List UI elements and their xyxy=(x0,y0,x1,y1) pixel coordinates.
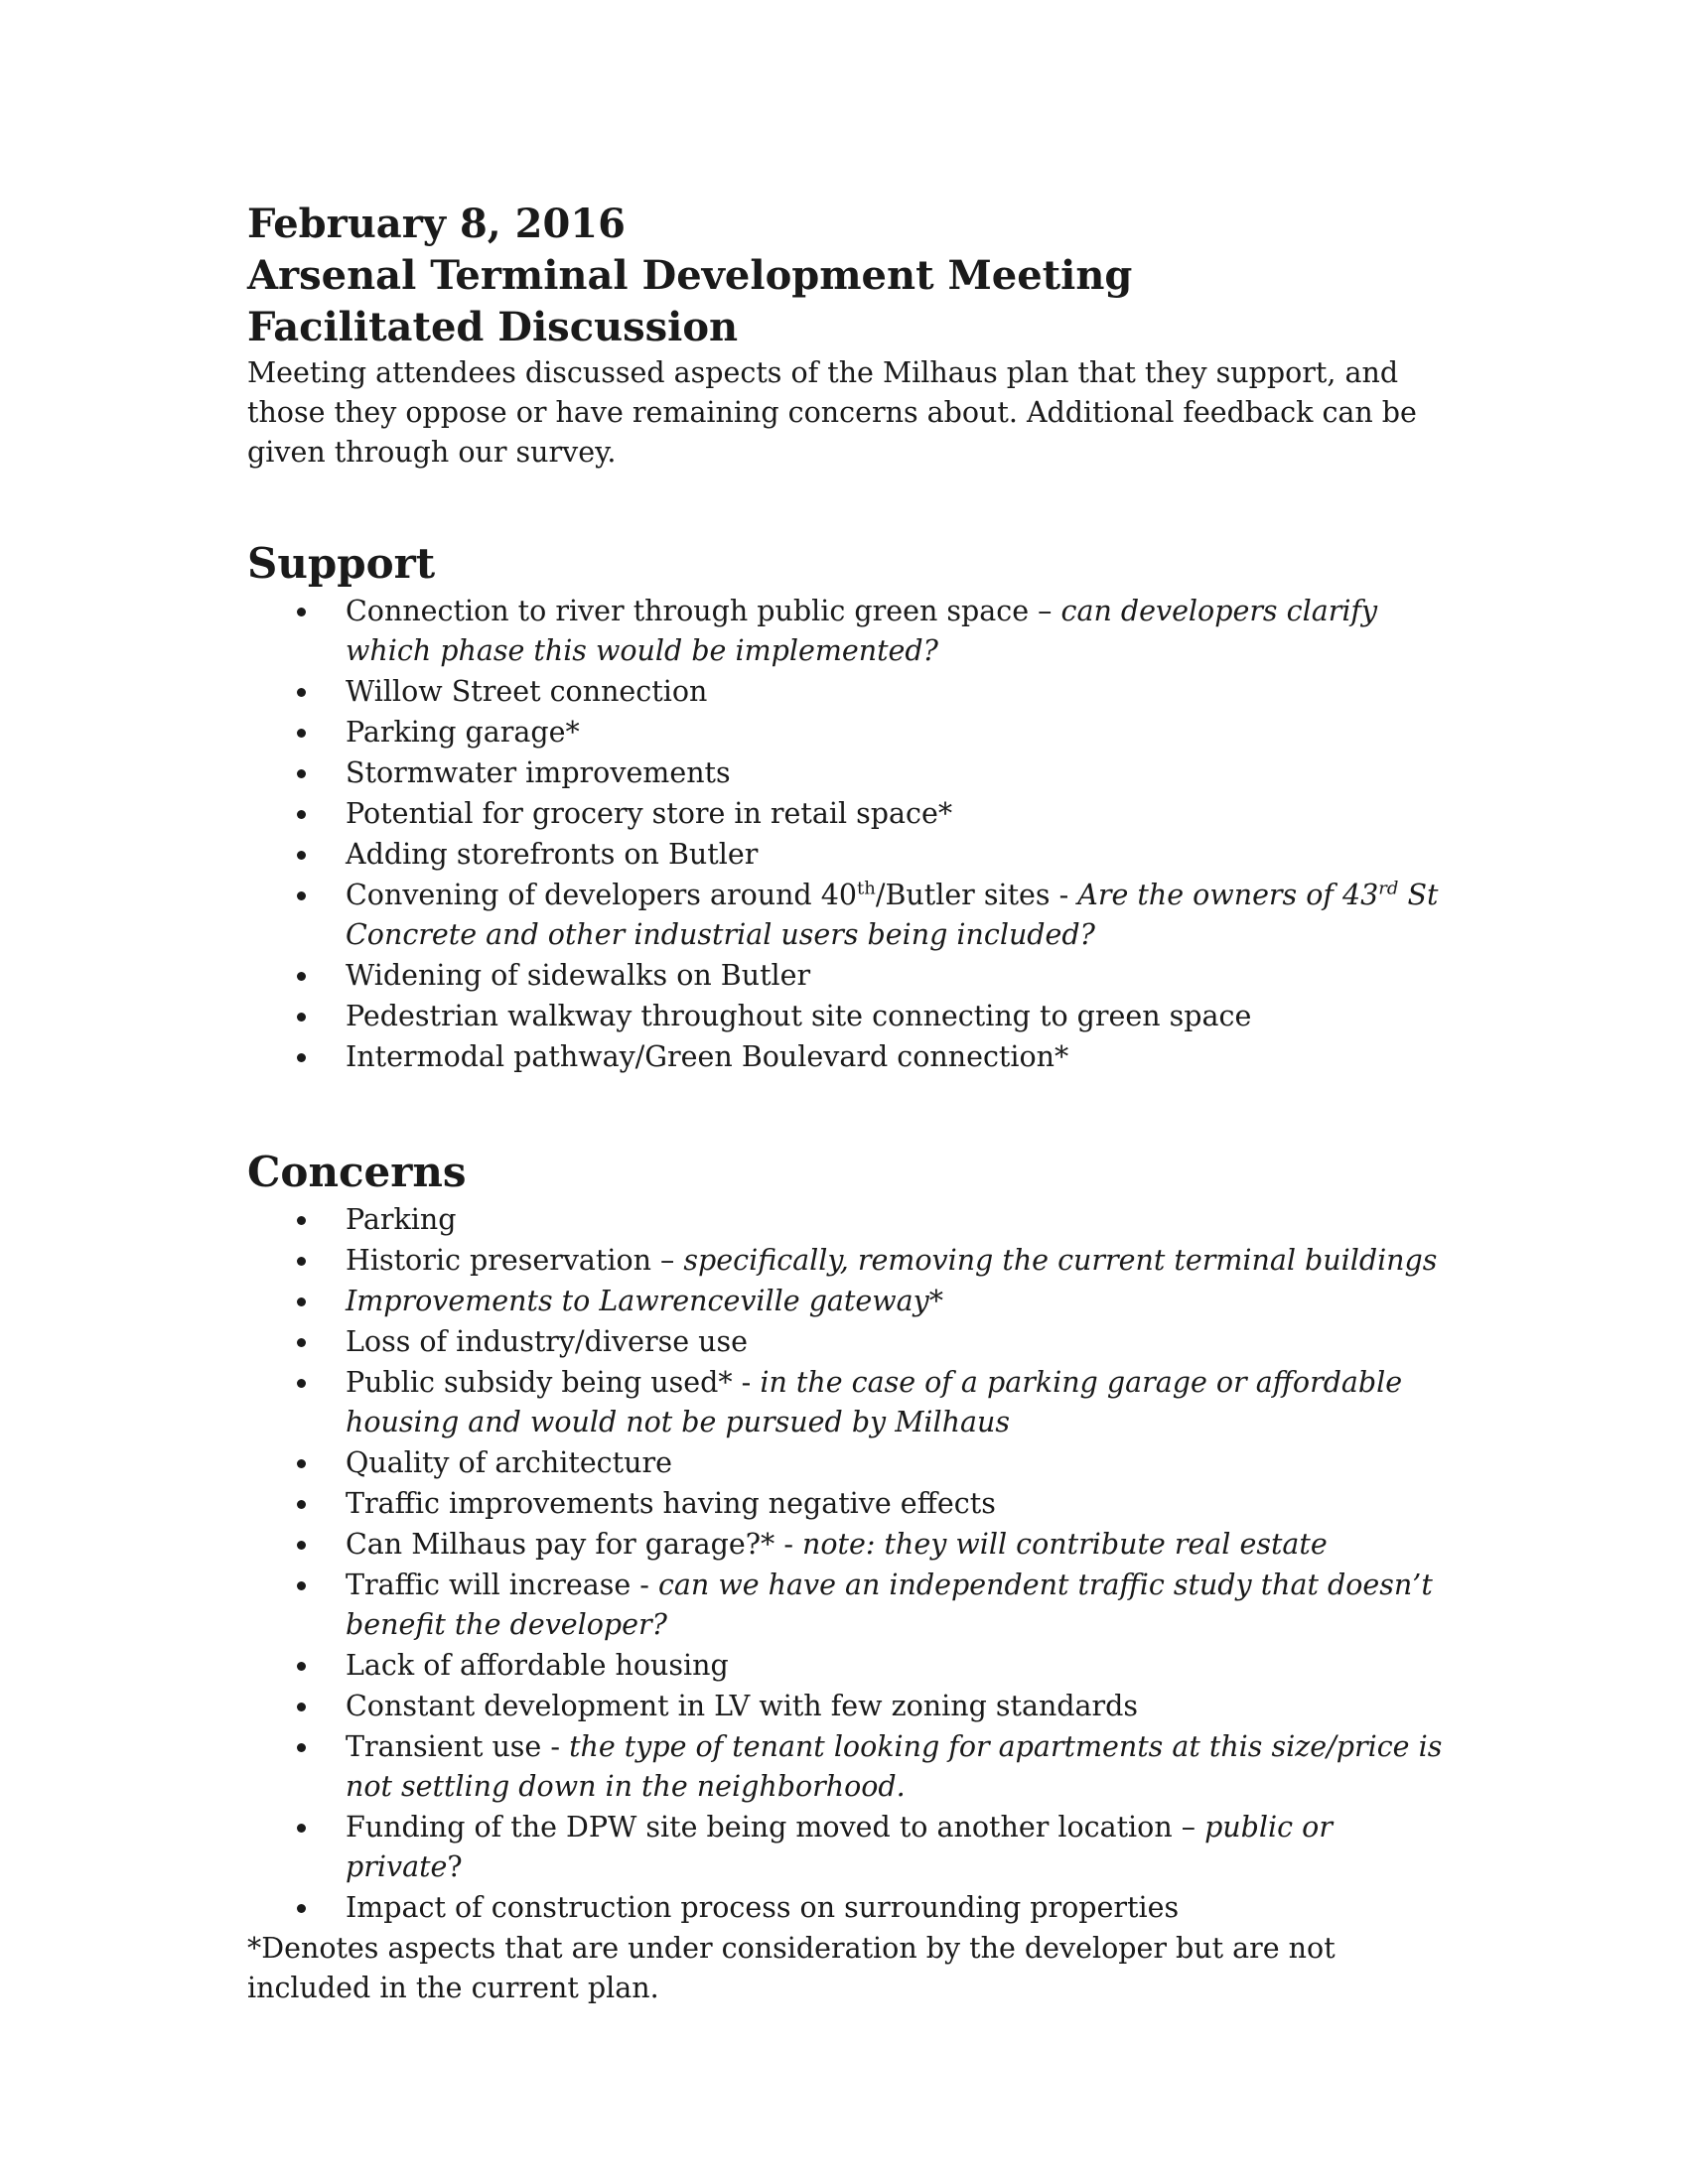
item-note: public or private xyxy=(346,1811,1333,1883)
concerns-heading: Concerns xyxy=(247,1148,467,1196)
list-item: Traffic will increase - can we have an independent traffic study that doesn’t benefit the developer? xyxy=(247,1566,1449,1645)
document-body xyxy=(247,199,1449,2008)
list-item: Impact of construction process on surrounding properties xyxy=(247,1888,1449,1928)
bullet-icon xyxy=(297,1703,306,1711)
bullet-icon xyxy=(297,1743,306,1752)
list-item: Parking garage* xyxy=(247,713,1449,752)
support-list xyxy=(247,592,1449,1077)
bullet-icon xyxy=(297,688,306,697)
document-subtitle: Facilitated Discussion xyxy=(247,304,739,350)
bullet-icon xyxy=(297,891,306,900)
item-note: specifically, removing the current terminal buildings xyxy=(683,1244,1438,1277)
item-note: Are the owners of 43rd St Concrete and other industrial users being included? xyxy=(346,878,1439,951)
list-item: Connection to river through public green space – can developers clarify which phase this would be implemented? xyxy=(247,592,1449,671)
bullet-icon xyxy=(297,729,306,738)
bullet-icon xyxy=(297,1297,306,1306)
bullet-icon xyxy=(297,1662,306,1671)
list-item: Public subsidy being used* - in the case of a parking garage or affordable housing and would not be pursued by Milhaus xyxy=(247,1363,1449,1442)
bullet-icon xyxy=(297,810,306,819)
item-note: can developers clarify which phase this would be implemented? xyxy=(346,595,1378,667)
list-item: Improvements to Lawrenceville gateway* xyxy=(247,1282,1449,1321)
document-date: February 8, 2016 xyxy=(247,201,626,247)
bullet-icon xyxy=(297,1904,306,1913)
bullet-icon xyxy=(297,1824,306,1833)
list-item: Potential for grocery store in retail space* xyxy=(247,794,1449,834)
item-note: Improvements to Lawrenceville gateway xyxy=(346,1285,929,1317)
list-item: Can Milhaus pay for garage?* - note: they will contribute real estate xyxy=(247,1525,1449,1565)
bullet-icon xyxy=(297,769,306,778)
item-note: can we have an independent traffic study that doesn’t benefit the developer? xyxy=(346,1569,1433,1641)
bullet-icon xyxy=(297,1338,306,1347)
list-item: Intermodal pathway/Green Boulevard connection* xyxy=(247,1037,1449,1077)
list-item: Willow Street connection xyxy=(247,672,1449,712)
list-item: Stormwater improvements xyxy=(247,753,1449,793)
list-item: Traffic improvements having negative effects xyxy=(247,1484,1449,1524)
bullet-icon xyxy=(297,851,306,860)
item-note: the type of tenant looking for apartments at this size/price is not settling down in the neighborhood. xyxy=(346,1730,1443,1803)
list-item: Transient use - the type of tenant looking for apartments at this size/price is not settling down in the neighborhood. xyxy=(247,1727,1449,1807)
bullet-icon xyxy=(297,1459,306,1468)
footnote: *Denotes aspects that are under consideration by the developer but are not included in the current plan. xyxy=(247,1932,1336,2004)
list-item: Loss of industry/diverse use xyxy=(247,1322,1449,1362)
concerns-list xyxy=(247,1200,1449,1928)
list-item: Parking xyxy=(247,1200,1449,1240)
bullet-icon xyxy=(297,1581,306,1590)
bullet-icon xyxy=(297,1379,306,1388)
list-item: Quality of architecture xyxy=(247,1443,1449,1483)
bullet-icon xyxy=(297,1013,306,1022)
bullet-icon xyxy=(297,1500,306,1509)
bullet-icon xyxy=(297,1053,306,1062)
bullet-icon xyxy=(297,1216,306,1225)
bullet-icon xyxy=(297,1541,306,1550)
list-item: Widening of sidewalks on Butler xyxy=(247,956,1449,996)
list-item: Pedestrian walkway throughout site connecting to green space xyxy=(247,997,1449,1036)
bullet-icon xyxy=(297,972,306,981)
support-heading: Support xyxy=(247,539,436,588)
intro-paragraph: Meeting attendees discussed aspects of the Milhaus plan that they support, and those they oppose or have remaining concerns about. Additional feedback can be given through our survey. xyxy=(247,356,1417,469)
document-title: Arsenal Terminal Development Meeting xyxy=(247,252,1133,299)
list-item: Funding of the DPW site being moved to another location – public or private? xyxy=(247,1808,1449,1887)
bullet-icon xyxy=(297,1257,306,1266)
list-item: Constant development in LV with few zoning standards xyxy=(247,1687,1449,1726)
list-item: Convening of developers around 40th/Butler sites - Are the owners of 43rd St Concrete and other industrial users being included? xyxy=(247,876,1449,955)
list-item: Adding storefronts on Butler xyxy=(247,835,1449,875)
list-item: Lack of affordable housing xyxy=(247,1646,1449,1686)
list-item: Historic preservation – specifically, removing the current terminal buildings xyxy=(247,1241,1449,1281)
bullet-icon xyxy=(297,608,306,616)
item-note: in the case of a parking garage or affordable housing and would not be pursued by Milhaus xyxy=(346,1366,1403,1438)
item-note: note: they will contribute real estate xyxy=(802,1528,1328,1561)
